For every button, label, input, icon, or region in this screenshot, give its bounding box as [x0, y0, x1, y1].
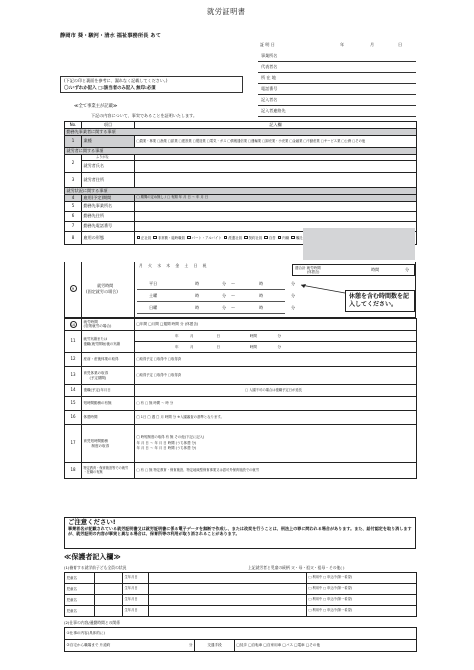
child-birth-label: 生年月日	[123, 573, 149, 584]
row-label: 短時間勤務の有無	[82, 397, 135, 411]
header-entry: 記入欄	[135, 122, 417, 129]
weekly-total-unit: 時間	[371, 267, 380, 272]
legend-line-2: 〇:いずれか記入 □:該当者のみ記入 無印:必須	[64, 86, 156, 91]
table-row	[65, 202, 417, 212]
row-number: 11	[65, 331, 82, 353]
child-name-input[interactable]	[95, 584, 123, 595]
child-label: 児童名	[65, 595, 95, 606]
header-no: No.	[65, 122, 82, 129]
employment-type-label: 嘱託	[295, 235, 303, 240]
job-description-input[interactable]: ①仕事の内容(具体的に)	[65, 628, 417, 640]
weekday-selector[interactable]: 月火水木金土日祝	[139, 263, 212, 268]
row-label-cell	[82, 262, 135, 318]
employment-type-label: 非常勤・臨時職員	[157, 235, 185, 240]
checkbox[interactable]	[153, 236, 157, 240]
row-number: 7	[65, 222, 82, 232]
table-row	[65, 411, 417, 425]
section-employee-row	[65, 148, 417, 155]
employment-type-label: 派遣社員	[228, 235, 242, 240]
date-month: 月	[370, 42, 375, 47]
row-number: 18	[65, 463, 82, 479]
row-number: 10	[70, 323, 76, 327]
section-employer: 勤務先事業者に関する事項	[65, 129, 417, 136]
legend-line-1: (下記の印と裏面を参考に、漏れなく記載してください。)	[64, 77, 168, 83]
employer-field-writer[interactable]: 記入者名	[258, 96, 416, 106]
date-day: 日	[398, 42, 403, 47]
employment-type-label: 自営	[268, 235, 276, 240]
employer-field-name[interactable]: 事業所名	[258, 52, 416, 62]
schedule-row-sunday[interactable]: 日曜 時 分 〜 時	[137, 304, 285, 314]
section-work: 就労状況に関する事項	[65, 188, 417, 195]
table-row	[65, 319, 417, 331]
row-number: 4	[65, 195, 82, 202]
child-birth-input[interactable]	[149, 595, 307, 606]
page-title: 就労証明書	[207, 7, 246, 16]
row-label: 業種	[82, 136, 135, 148]
header-item: 項目	[82, 122, 135, 129]
table-row	[65, 161, 417, 173]
child-status[interactable]: □ 利用中 □ 申込中(第一希望)	[307, 595, 417, 606]
weekly-total-label: 週合計 就労時間	[295, 266, 321, 270]
commute-label: 交通手段	[195, 640, 235, 652]
notice-title: ご注意ください!	[68, 518, 116, 526]
child-birth-label: 生年月日	[123, 595, 149, 606]
table-row	[65, 331, 417, 342]
row-number: 6	[65, 212, 82, 222]
furigana-label: ふりがな	[82, 155, 135, 161]
legend-box	[60, 76, 243, 93]
table-row	[65, 353, 417, 367]
actual-hours-1[interactable]: 年 月 日 時間 分	[135, 331, 417, 342]
certify-note: 下記の内容について、事実であることを証明いたします。	[91, 113, 197, 118]
row-label: 就労時間	[97, 283, 114, 288]
table-row	[65, 367, 417, 385]
row-label: 育児休業の取得 (予定期間)	[82, 367, 135, 385]
childcare-leave[interactable]: □取得予定 □取得中 □取得済	[135, 367, 417, 385]
actual-hours-2[interactable]: 年 月 日 時間 分	[135, 342, 417, 353]
employment-type-label: 正社員	[141, 235, 152, 240]
row-number: 9	[70, 285, 77, 292]
schedule-min: 分	[291, 281, 296, 286]
work-table	[64, 627, 417, 652]
table-row	[65, 173, 417, 188]
table-row	[65, 195, 417, 202]
employment-type-label: 契約社員	[248, 235, 263, 240]
employee-address-input[interactable]	[135, 173, 417, 188]
row-label: 就労時間 (変則就労の場合)	[82, 319, 135, 331]
child-birth-input[interactable]	[149, 606, 307, 617]
irregular-hours[interactable]: □年間 □月間 □週間 時間 分 (休憩含)	[135, 319, 417, 331]
date-year: 年	[340, 42, 345, 47]
table-row	[65, 628, 417, 640]
employment-period[interactable]: □ 期間の定め無し / □ 有期 年 月 日 〜 年 月 日	[135, 195, 417, 202]
addressee: 静岡市 葵・駿河・清水 福祉事務所長 あて	[60, 33, 161, 39]
employer-field-writer-contact[interactable]: 記入者連絡先	[258, 107, 416, 117]
table-row	[65, 573, 417, 584]
work-detail-table	[64, 318, 417, 479]
checkbox[interactable]	[291, 236, 295, 240]
child-name-input[interactable]	[95, 595, 123, 606]
section-employee: 就労者に関する事項	[65, 148, 417, 155]
employer-field-phone[interactable]: 電話番号	[258, 85, 416, 95]
row-number: 14	[65, 385, 82, 397]
employer-field-representative[interactable]: 代表者名	[258, 63, 416, 73]
children-table	[64, 572, 417, 617]
weekly-total-box[interactable]	[292, 264, 415, 276]
table-row	[65, 385, 417, 397]
row-label: 勤務先事業所名	[82, 202, 135, 212]
section-work-row	[65, 188, 417, 195]
table-row	[65, 425, 417, 463]
child-birth-label: 生年月日	[123, 584, 149, 595]
child-birth-label: 生年月日	[123, 606, 149, 617]
relationship-subtitle: 上記就労者と児童の続柄 父・母・祖父・祖母・その他( )	[248, 565, 345, 570]
employer-note: ≪全て事業主が記載≫	[74, 104, 118, 109]
child-name-input[interactable]	[95, 606, 123, 617]
row-number: 15	[65, 397, 82, 411]
row-label: 休憩時間	[82, 411, 135, 425]
weekly-total-break: (休憩含)	[307, 270, 320, 274]
work-certificate-table	[64, 121, 417, 245]
employee-name-input[interactable]	[135, 161, 417, 173]
table-row	[65, 397, 417, 411]
table-row	[65, 463, 417, 479]
child-status[interactable]: □ 利用中 □ 申込中(第一希望)	[307, 584, 417, 595]
workplace-address-input[interactable]	[135, 212, 417, 222]
section-employer-row	[65, 129, 417, 136]
row-number-cell	[65, 262, 82, 318]
schedule-row-weekday[interactable]: 平日 時 分 〜 時	[137, 280, 285, 290]
row-number: 1	[65, 136, 82, 148]
row-9-block	[64, 262, 416, 318]
workplace-name-input[interactable]	[135, 202, 417, 212]
short-time-system[interactable]: □ 時短制度の取得 有 無 その他(下記に記入) 年 月 日 〜 年 月 日 時間 (うち休憩 分) 年 月 日 〜 年 月 日 時間 (うち休憩 分)	[135, 425, 417, 463]
commute-options[interactable]: □徒歩 □自転車 □自家用車 □バス □電車 □その他	[235, 640, 417, 652]
row-number: 13	[65, 367, 82, 385]
short-hours[interactable]: □ 有 □ 無 時間 〜 時 分	[135, 397, 417, 411]
date-label: 証 明 日	[260, 42, 275, 47]
row-number: 3	[65, 173, 82, 188]
row-label: 雇用(予定)期間	[82, 195, 135, 202]
commute-time-input[interactable]: ②自宅から職場まで 片道約 分	[65, 640, 195, 652]
child-status[interactable]: □ 利用中 □ 申込中(第一希望)	[307, 606, 417, 617]
checkbox[interactable]	[224, 236, 228, 240]
table-header-row	[65, 122, 417, 129]
child-name-input[interactable]	[95, 573, 123, 584]
shaded-area	[303, 228, 415, 260]
checkbox[interactable]	[264, 236, 268, 240]
child-label: 児童名	[65, 584, 95, 595]
row-label: 復職(予定)年月日	[82, 385, 135, 397]
checkbox[interactable]	[187, 236, 191, 240]
table-row	[65, 595, 417, 606]
row-label: 特定教育・保育施設等での就労 ・在職の有無	[82, 463, 135, 479]
child-label: 児童名	[65, 573, 95, 584]
row-number: 12	[65, 353, 82, 367]
arrow-icon	[297, 283, 347, 295]
table-row	[65, 212, 417, 222]
weekly-total-min: 分	[405, 267, 410, 272]
child-status[interactable]: □ 利用中 □ 申込中(第一希望)	[307, 573, 417, 584]
row-label: 雇用の形態	[82, 232, 135, 245]
row-number: 2	[65, 155, 82, 173]
employment-type-label: 内職	[282, 235, 290, 240]
child-birth-input[interactable]	[149, 573, 307, 584]
work-subtitle: (2)仕事の内容/通勤時間との関係	[64, 620, 121, 625]
schedule-min: 分	[291, 293, 296, 298]
row-label: 就労者住所	[82, 173, 135, 188]
certification-date-row[interactable]	[258, 42, 416, 51]
childcare-facility-work[interactable]: □ 有 □ 無 特定教育・保育施設、特定地域型保育事業又は認可外保育施設での就労	[135, 463, 417, 479]
row-number: 16	[65, 411, 82, 425]
employer-field-address[interactable]: 所 在 地	[258, 74, 416, 84]
row-label: 勤務先電話番号	[82, 222, 135, 232]
table-row	[65, 606, 417, 617]
schedule-min: 分	[291, 305, 296, 310]
parent-section-title: ≪保護者記入欄≫	[64, 553, 121, 561]
maternity-leave[interactable]: □取得予定 □取得中 □取得済	[135, 353, 417, 367]
break-callout: 休憩を含む時間数を記入してください。	[345, 290, 415, 312]
row-label: 勤務先住所	[82, 212, 135, 222]
row-label: 就労実績または 復職(就労開始)後の実績	[82, 331, 135, 353]
row-label: 育児短時間勤務 制度の取得	[82, 425, 135, 463]
table-row	[65, 136, 417, 148]
break-time[interactable]: □ 1日 □ 週 □ 月 時間 分 ※入園審査の基準となります。	[135, 411, 417, 425]
checkbox[interactable]	[278, 236, 282, 240]
row-sublabel: (固定就労の場合)	[86, 289, 118, 294]
return-date[interactable]: □ 入園不可の場合は復職予定日が延長	[135, 385, 417, 397]
row-number: 17	[65, 425, 82, 463]
row-label: 産前・産後休業の取得	[82, 353, 135, 367]
employment-type-label: パート・アルバイト	[191, 235, 222, 240]
checkbox[interactable]	[244, 236, 248, 240]
child-label: 児童名	[65, 606, 95, 617]
notice-body: 事業者名が記載されている就労証明書又は就労証明書に係る電子データを無断で作成し、または改変を行うことは、刑法上の罪に問われる場合があります。また、給付認定を取り消しますが、就労証明の内容が事実と異なる場合は、保育所等の利用が取り消されることがあります。	[68, 526, 412, 537]
children-subtitle: (1)養育する就学前子ども全員の状況	[64, 565, 127, 570]
notice-box	[64, 517, 416, 549]
row-number-cell	[65, 319, 82, 331]
child-birth-input[interactable]	[149, 584, 307, 595]
row-number: 5	[65, 202, 82, 212]
checkbox[interactable]	[137, 236, 141, 240]
industry-options[interactable]: □農業・林業 □漁業 □鉱業 □建設業 □製造業 □電気・ガス □情報通信業 □運輸業 □卸売業・小売業 □金融業 □不動産業 □サービス業 □公務 □その他	[135, 136, 417, 148]
table-row	[65, 584, 417, 595]
row-label: 就労者氏名	[82, 161, 135, 173]
table-row	[65, 640, 417, 652]
row-number: 8	[65, 232, 82, 245]
schedule-row-saturday[interactable]: 土曜 時 分 〜 時	[137, 292, 285, 302]
